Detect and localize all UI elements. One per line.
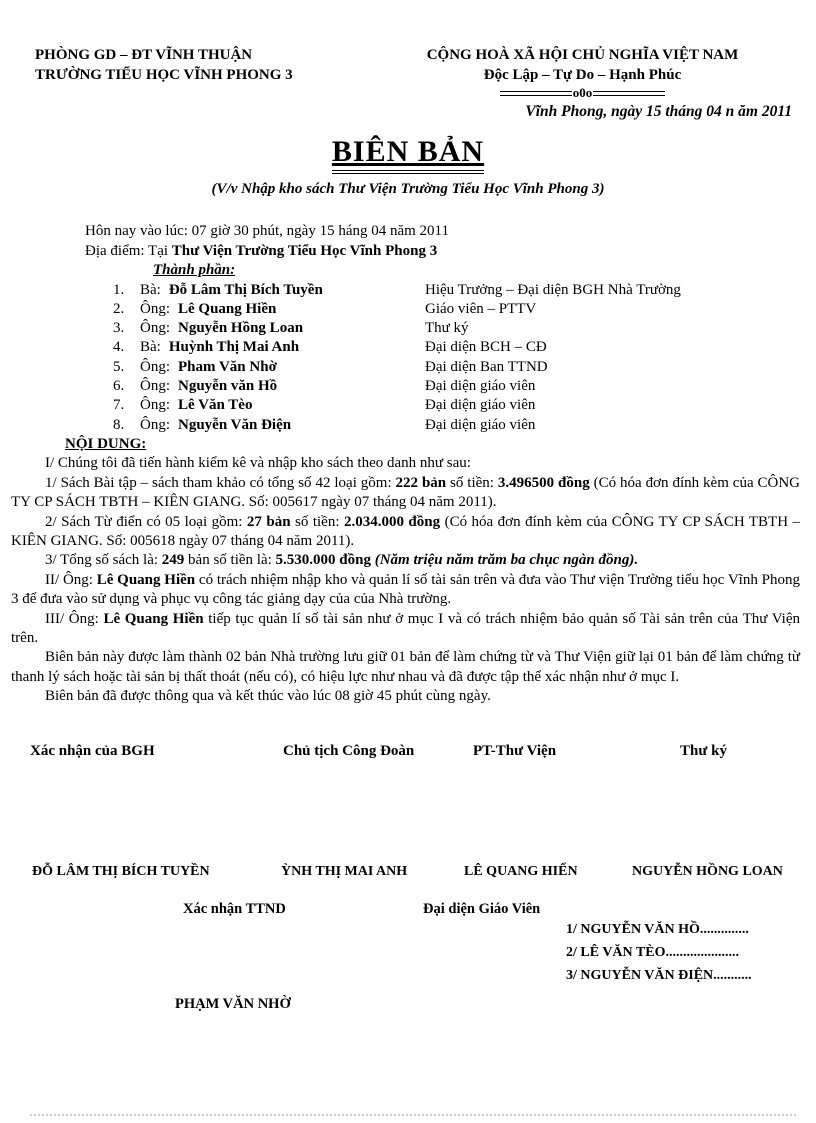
signer-name-3: LÊ QUANG HIỂN (464, 864, 578, 879)
text-segment: III/ Ông: (45, 610, 104, 627)
issuing-office-block (35, 46, 350, 85)
participant-role: Hiệu Trưởng – Đại diện BGH Nhà Trường (425, 281, 681, 298)
participant-row (113, 338, 816, 357)
signature-title-ttnd: Xác nhận TTND (183, 901, 286, 917)
teacher-signer-1: 1/ NGUYỄN VĂN HỒ.............. (566, 922, 749, 937)
participant-prefix: Ông: (140, 416, 170, 433)
office-line-1: PHÒNG GD – ĐT VĨNH THUẬN (35, 47, 253, 63)
participant-prefix: Ông: (140, 397, 170, 414)
participant-role: Đại diện giáo viên (425, 416, 536, 433)
text-segment: tiếp tục quản lí số tài sản như ở mục I và có trách nhiệm bảo quản số Tài sản trên của Thư Viện trên. (11, 610, 800, 647)
divider-line-right (593, 91, 665, 96)
participant-prefix: Ông: (140, 377, 170, 394)
text-segment: 1/ Sách Bài tập – sách tham khảo có tổng số 42 loại gồm: (45, 474, 396, 491)
divider-center-text: o0o (572, 85, 593, 100)
participant-row (113, 300, 816, 319)
motto-line-1: CỘNG HOÀ XÃ HỘI CHỦ NGHĨA VIỆT NAM (426, 47, 739, 63)
total-copies: 249 (161, 552, 185, 569)
participant-name: Đỗ Lâm Thị Bích Tuyền (168, 281, 323, 298)
signer-name-2: ỲNH THỊ MAI ANH (281, 864, 408, 879)
meeting-place-line (85, 242, 816, 262)
participant-name: Lê Văn Tèo (178, 397, 253, 414)
dateline: Vĩnh Phong, ngày 15 tháng 04 n ăm 2011 (525, 103, 792, 120)
paragraph-inventory-intro: I/ Chúng tôi đã tiến hành kiểm kê và nhập kho sách theo danh như sau: (45, 455, 471, 472)
place-prefix: Địa điểm: Tại (85, 242, 172, 259)
signer-name-1: ĐỖ LÂM THỊ BÍCH TUYỀN (32, 864, 210, 879)
document-subtitle: (V/v Nhập kho sách Thư Viện Trường Tiểu Học Vĩnh Phong 3) (211, 181, 605, 197)
signature-title-teacher-rep: Đại diện Giáo Viên (423, 901, 541, 917)
participant-name: Pham Văn Nhờ (178, 358, 277, 375)
text-segment: 3/ Tổng số sách là: (45, 552, 162, 569)
participant-prefix: Ông: (140, 320, 170, 337)
signature-title-librarian: PT-Thư Viện (473, 743, 557, 759)
motto-divider (355, 87, 810, 99)
signature-title-union-president: Chủ tịch Công Đoàn (283, 743, 415, 759)
signature-title-secretary: Thư ký (680, 743, 727, 759)
meeting-time-line: Hôn nay vào lúc: 07 giờ 30 phút, ngày 15 háng 04 năm 2011 (85, 223, 449, 239)
participant-number: 3. (113, 320, 125, 337)
participant-row (113, 281, 816, 300)
text-segment: II/ Ông: (45, 571, 97, 588)
paragraph-closing: Biên bản đã được thông qua và kết thúc vào lúc 08 giờ 45 phút cùng ngày. (45, 688, 491, 705)
participant-number: 5. (113, 358, 125, 375)
participant-row (113, 396, 816, 415)
participant-number: 2. (113, 300, 125, 317)
participant-row (113, 358, 816, 377)
amount-in-words: (Năm triệu năm trăm ba chục ngàn đồng). (374, 552, 639, 569)
participant-name: Huỳnh Thị Mai Anh (168, 339, 300, 356)
text-segment: số tiền: (290, 513, 344, 530)
title-wrap (0, 135, 816, 174)
amount-value: 2.034.000 đồng (343, 513, 441, 530)
page-bottom-dotted-rule (30, 1114, 796, 1116)
intro-block (85, 222, 816, 261)
participant-row (113, 319, 816, 338)
text-segment: bản số tiền là: (184, 552, 276, 569)
text-segment: 2/ Sách Từ điển có 05 loại gồm: (45, 513, 247, 530)
participant-number: 6. (113, 377, 125, 394)
paragraph-section-3 (11, 610, 800, 649)
content-heading: NỘI DUNG: (65, 435, 147, 452)
teacher-signer-2: 2/ LÊ VĂN TÈO..................... (566, 945, 739, 960)
office-line-2: TRƯỜNG TIỂU HỌC VĨNH PHONG 3 (35, 66, 293, 83)
participant-name: Lê Quang Hiền (178, 300, 277, 317)
national-motto-block (355, 46, 810, 99)
participants-list (0, 281, 816, 435)
participant-name: Nguyễn Văn Điện (178, 416, 292, 433)
participant-prefix: Ông: (140, 300, 170, 317)
participant-prefix: Bà: (140, 339, 161, 356)
participant-number: 1. (113, 281, 125, 298)
participant-role: Thư ký (425, 320, 469, 337)
document-title: BIÊN BẢN (332, 135, 484, 174)
motto-line-2: Độc Lập – Tự Do – Hạnh Phúc (483, 66, 682, 83)
participant-role: Đại diện giáo viên (425, 377, 536, 394)
amount-value: 3.496500 đồng (497, 474, 590, 491)
text-segment: có trách nhiệm nhập kho và quản lí số tài sản trên và đưa vào Thư viện Trường tiểu học Vĩnh Phong 3 để đưa vào sử dụng và phục vụ công tác giảng dạy của của Nhà trường. (11, 571, 800, 608)
total-amount: 5.530.000 đồng (275, 552, 375, 569)
responsible-person-name: Lê Quang Hiền (96, 571, 196, 588)
text-segment: (Có hóa đơn đính kèm của CÔNG TY CP SÁCH TBTH – KIÊN GIANG. Số: 005618 ngày 07 tháng 04 năm 2011). (11, 513, 800, 549)
participant-number: 8. (113, 416, 125, 433)
paragraph-item-1 (11, 474, 800, 513)
paragraph-total (11, 551, 800, 570)
text-segment: số tiền: (446, 474, 498, 491)
paragraph-copies-clause: Biên bản này được làm thành 02 bản Nhà trường lưu giữ 01 bản để làm chứng từ và Thư Viện giữ lại 01 bản để làm chứng từ thanh lý sách hoặc tài sản bị thất thoát (nếu có), có hiệu lực như nhau và đã được tập thể xác nhận như ở mục I. (11, 649, 800, 685)
participant-number: 7. (113, 397, 125, 414)
participant-role: Giáo viên – PTTV (425, 300, 537, 317)
paragraph-item-2 (11, 513, 800, 552)
ttnd-signer-name: PHẠM VĂN NHỜ (175, 996, 291, 1012)
copies-count: 222 bản (395, 474, 447, 491)
participant-name: Nguyễn Hồng Loan (178, 320, 304, 337)
participant-row (113, 377, 816, 396)
participant-prefix: Bà: (140, 281, 161, 298)
signer-name-4: NGUYỄN HỒNG LOAN (632, 864, 783, 879)
divider-line-left (500, 91, 572, 96)
participant-role: Đại diện BCH – CĐ (425, 339, 547, 356)
participant-role: Đại diện giáo viên (425, 397, 536, 414)
participant-number: 4. (113, 339, 125, 356)
place-name: Thư Viện Trường Tiểu Học Vĩnh Phong 3 (171, 242, 438, 259)
participant-role: Đại diện Ban TTND (425, 358, 548, 375)
responsible-person-name: Lê Quang Hiền (103, 610, 204, 627)
teacher-signer-3: 3/ NGUYỄN VĂN ĐIỆN........... (566, 968, 752, 983)
participant-row (113, 416, 816, 435)
participant-prefix: Ông: (140, 358, 170, 375)
signature-title-bgh: Xác nhận của BGH (30, 743, 155, 759)
copies-count: 27 bản (246, 513, 291, 530)
text-segment: (Có hóa đơn đính kèm của CÔNG TY CP SÁCH TBTH – KIÊN GIANG. Số: 005617 ngày 07 tháng 04 năm 2011). (11, 474, 801, 511)
participant-name: Nguyễn văn Hồ (178, 377, 278, 394)
participants-heading: Thành phần: (153, 262, 236, 278)
document-header (0, 0, 816, 99)
paragraph-section-2 (11, 571, 800, 610)
